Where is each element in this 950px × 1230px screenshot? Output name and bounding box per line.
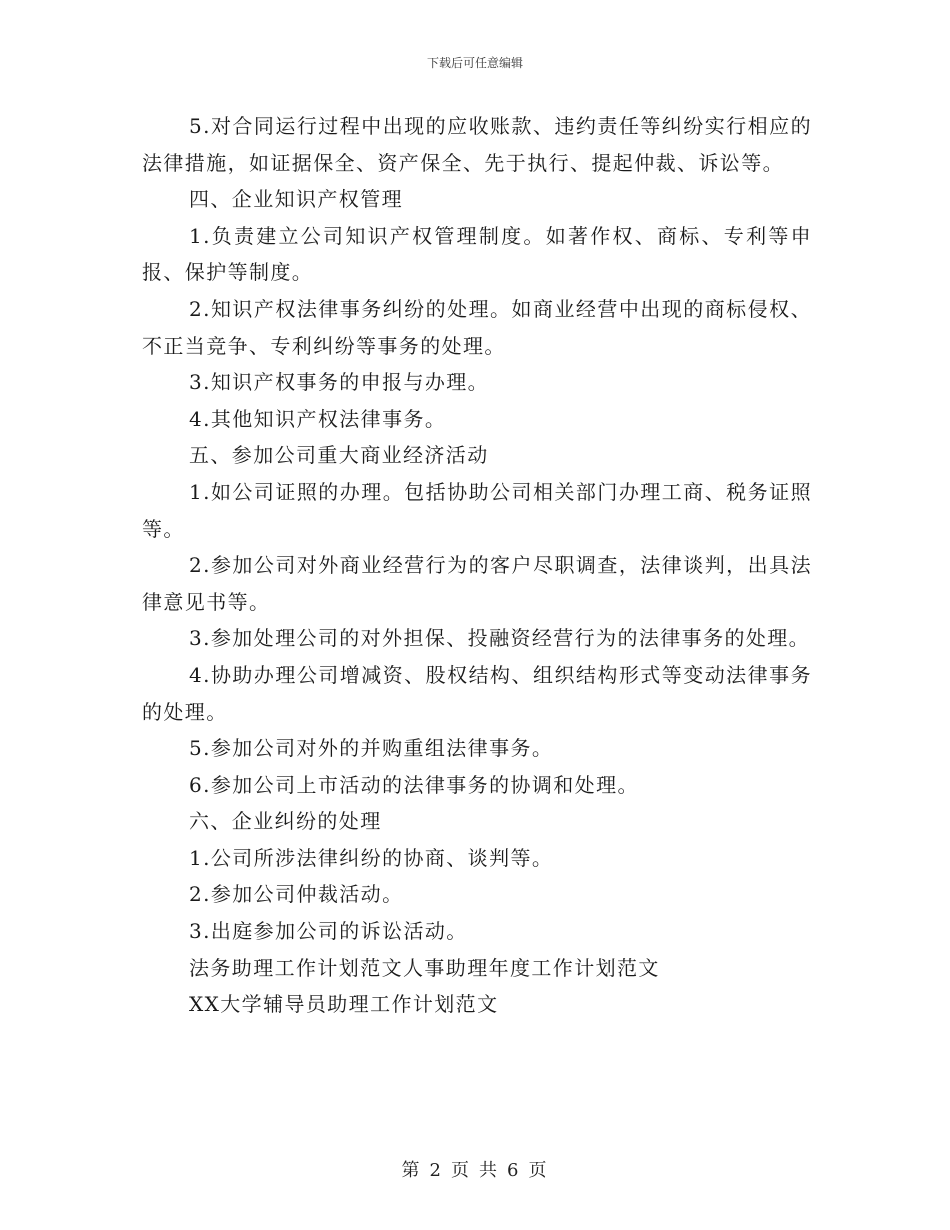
paragraph: 1.如公司证照的办理。包括协助公司相关部门办理工商、税务证照等。 (142, 479, 812, 541)
paragraph: 2.知识产权法律事务纠纷的处理。如商业经营中出现的商标侵权、不正当竞争、专利纠纷等事务的处理。 (142, 296, 812, 358)
page-footer (0, 1156, 950, 1182)
section-heading: 五、参加公司重大商业经济活动 (189, 443, 489, 468)
footer-total-word: 共 (479, 1160, 499, 1181)
footer-suffix: 页 (528, 1160, 549, 1181)
total-page-number: 6 (507, 1160, 521, 1181)
paragraph: 3.出庭参加公司的诉讼活动。 (189, 919, 468, 944)
paragraph: 5.参加公司对外的并购重组法律事务。 (189, 736, 554, 761)
paragraph: 4.协助办理公司增减资、股权结构、组织结构形式等变动法律事务的处理。 (142, 662, 812, 724)
paragraph: 3.知识产权事务的申报与办理。 (189, 370, 490, 395)
paragraph: 1.公司所涉法律纠纷的协商、谈判等。 (189, 845, 554, 870)
related-link-text: XX大学辅导员助理工作计划范文 (189, 992, 499, 1017)
document-body (142, 108, 812, 1023)
paragraph: 3.参加处理公司的对外担保、投融资经营行为的法律事务的处理。 (189, 626, 811, 651)
paragraph: 6.参加公司上市活动的法律事务的协调和处理。 (189, 772, 639, 797)
page-header-note: 下载后可任意编辑 (426, 56, 523, 70)
paragraph: 4.其他知识产权法律事务。 (189, 406, 447, 431)
section-heading: 六、企业纠纷的处理 (189, 809, 382, 834)
footer-page-word: 页 (451, 1160, 471, 1181)
paragraph: 5.对合同运行过程中出现的应收账款、违约责任等纠纷实行相应的法律措施，如证据保全、资产保全、先于执行、提起仲裁、诉讼等。 (142, 114, 812, 175)
section-heading: 四、企业知识产权管理 (189, 187, 403, 212)
paragraph: 1.负责建立公司知识产权管理制度。如著作权、商标、专利等申报、保护等制度。 (142, 223, 812, 285)
current-page-number: 2 (429, 1160, 443, 1181)
related-link-text: 法务助理工作计划范文人事助理年度工作计划范文 (189, 955, 660, 980)
paragraph: 2.参加公司对外商业经营行为的客户尽职调查，法律谈判，出具法律意见书等。 (142, 553, 812, 614)
paragraph: 2.参加公司仲裁活动。 (189, 882, 404, 907)
footer-prefix: 第 (401, 1160, 422, 1181)
